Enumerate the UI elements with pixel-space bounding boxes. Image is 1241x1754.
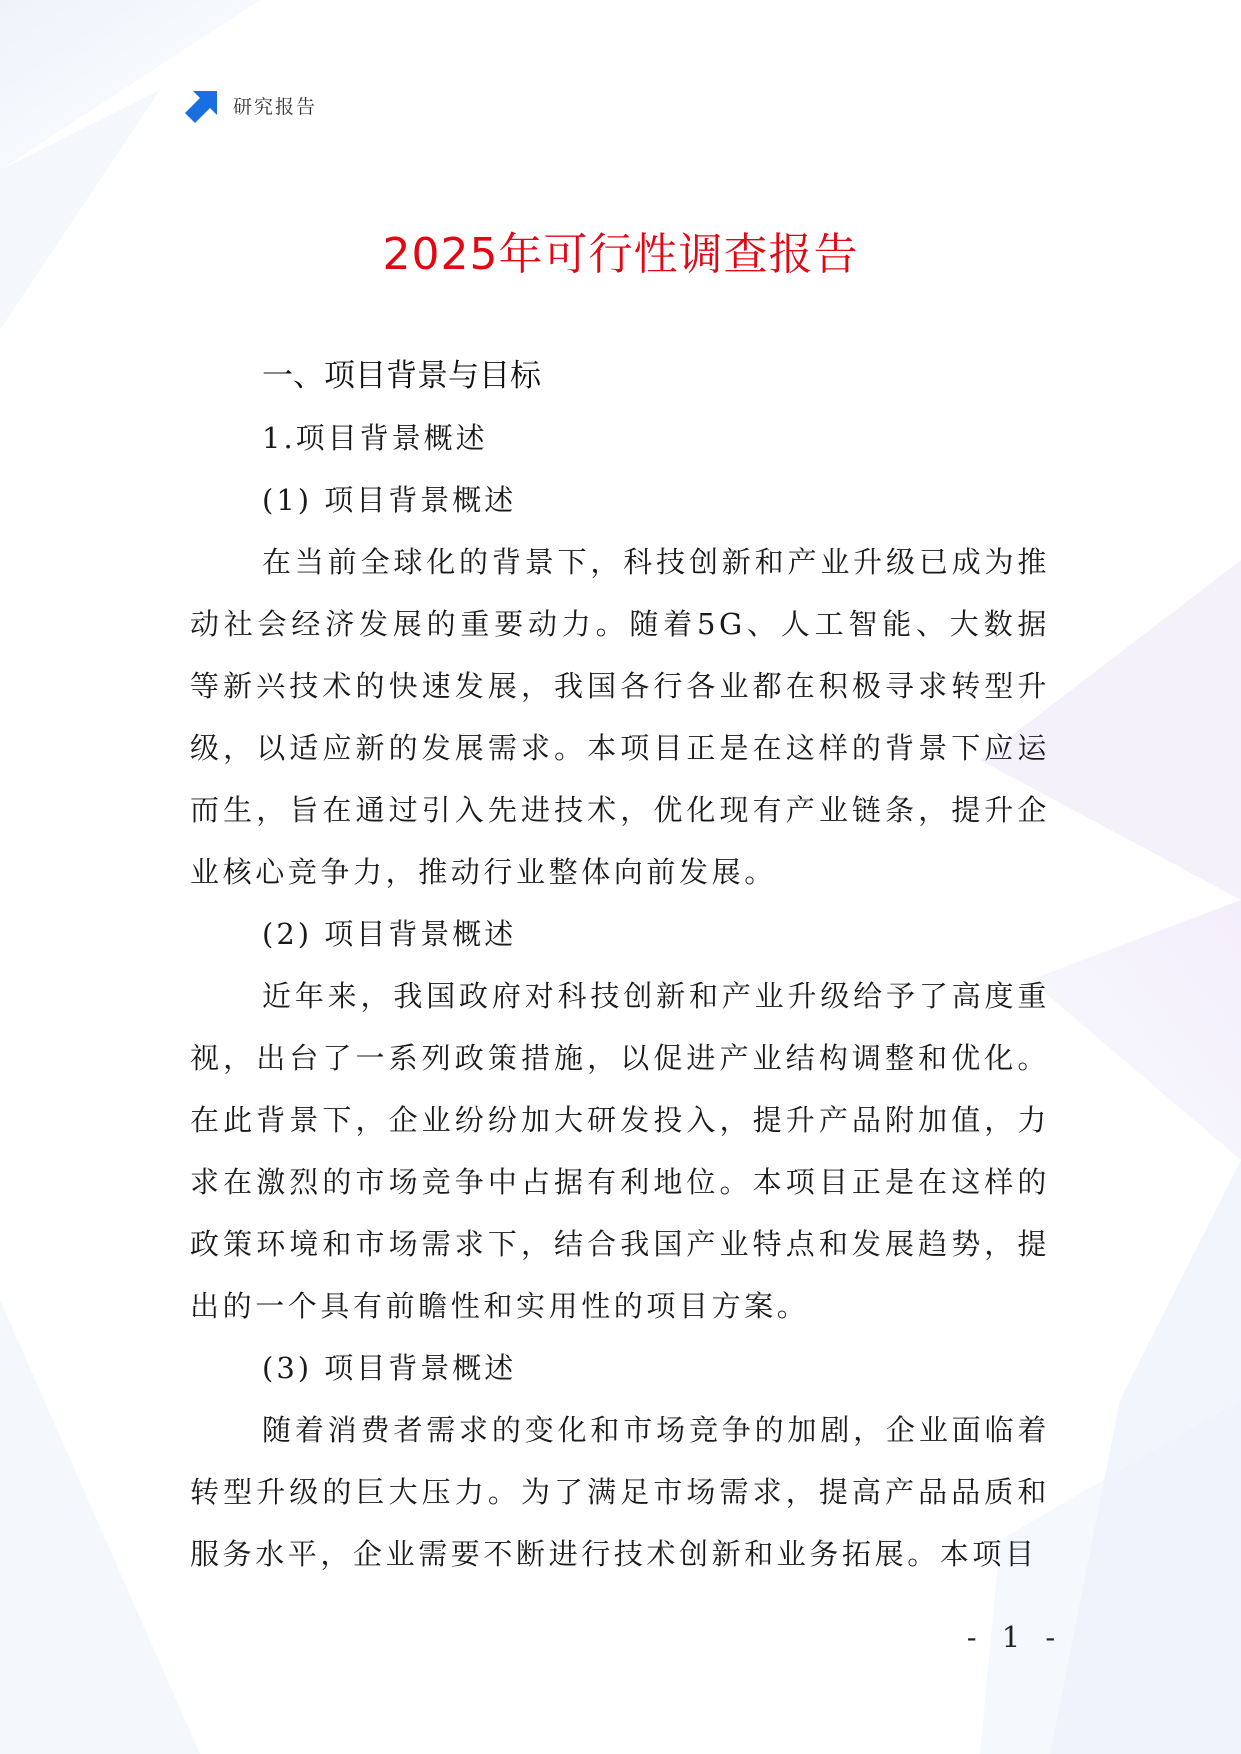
arrow-up-right-icon <box>185 87 221 123</box>
page-number: - 1 - <box>966 1620 1064 1654</box>
document-body <box>190 345 1050 1585</box>
section-heading: 一、项目背景与目标 <box>262 358 541 394</box>
report-header <box>185 86 317 124</box>
paragraph-3: 随着消费者需求的变化和市场竞争的加剧，企业面临着转型升级的巨大压力。为了满足市场需求，提高产品品质和服务水平，企业需要不断进行技术创新和业务拓展。本项目 <box>190 1413 1050 1571</box>
item-heading-1: (1) 项目背景概述 <box>262 483 517 517</box>
document-title: 2025年可行性调查报告 <box>382 229 859 280</box>
header-label: 研究报告 <box>233 95 318 118</box>
sub-heading: 1.项目背景概述 <box>262 421 488 455</box>
paragraph-1: 在当前全球化的背景下，科技创新和产业升级已成为推动社会经济发展的重要动力。随着5G、人工智能、大数据等新兴技术的快速发展，我国各行各业都在积极寻求转型升级，以适应新的发展需求。本项目正是在这样的背景下应运而生，旨在通过引入先进技术，优化现有产业链条，提升企业核心竞争力，推动行业整体向前发展。 <box>190 545 1050 889</box>
item-heading-2: (2) 项目背景概述 <box>262 917 517 951</box>
paragraph-2: 近年来，我国政府对科技创新和产业升级给予了高度重视，出台了一系列政策措施，以促进产业结构调整和优化。在此背景下，企业纷纷加大研发投入，提升产品附加值，力求在激烈的市场竞争中占据有利地位。本项目正是在这样的政策环境和市场需求下，结合我国产业特点和发展趋势，提出的一个具有前瞻性和实用性的项目方案。 <box>190 979 1050 1323</box>
item-heading-3: (3) 项目背景概述 <box>262 1351 517 1385</box>
